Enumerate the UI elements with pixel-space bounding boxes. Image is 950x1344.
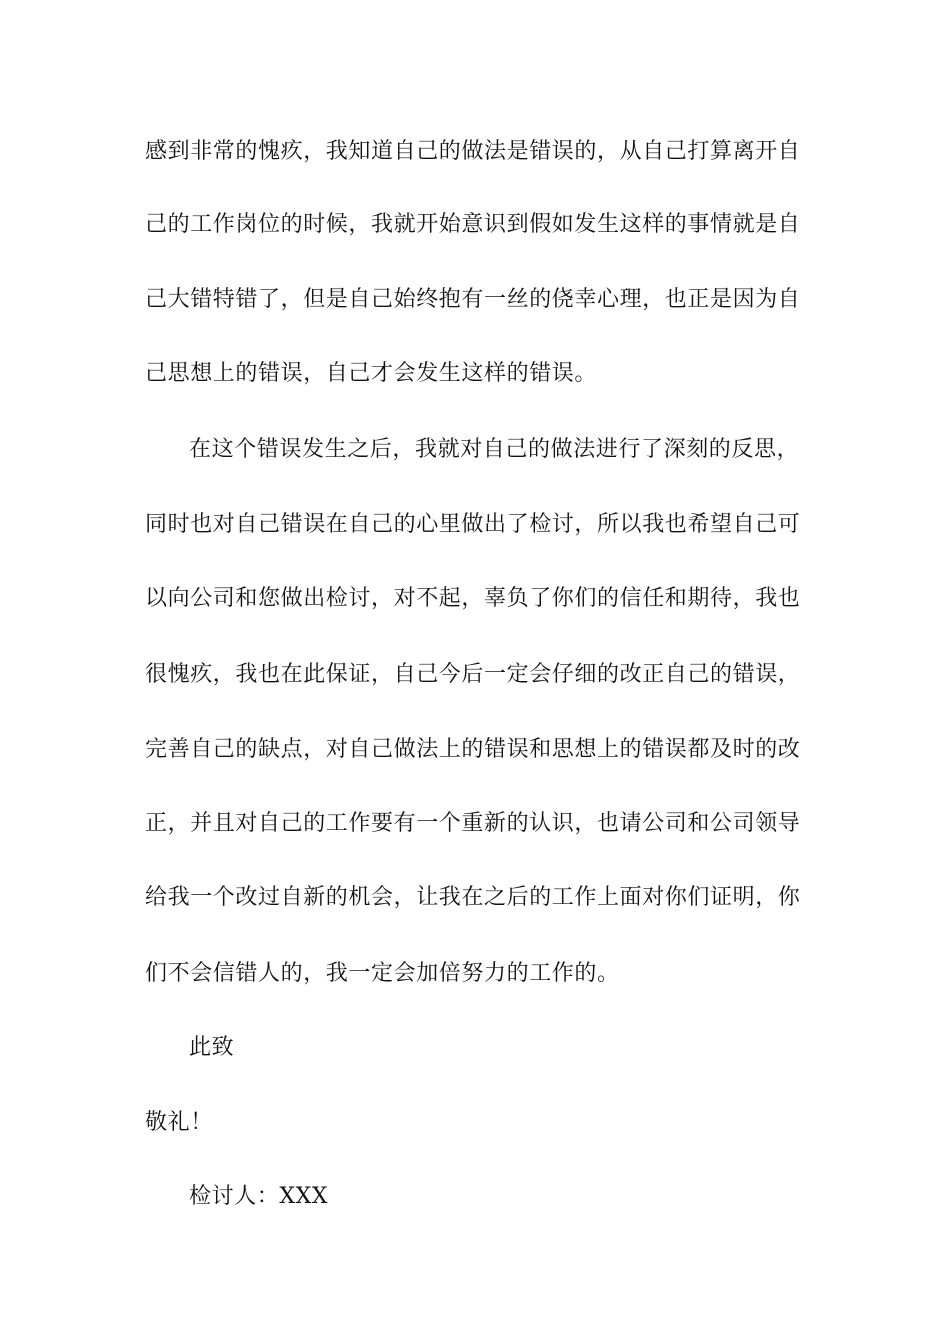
closing-salutation: 此致: [189, 1035, 235, 1060]
text-line: 感到非常的愧疚，我知道自己的做法是错误的，从自己打算离开自: [145, 139, 801, 164]
text-line: 正，并且对自己的工作要有一个重新的认识，也请公司和公司领导: [145, 811, 801, 836]
text-line: 己思想上的错误，自己才会发生这样的错误。: [145, 361, 598, 386]
text-line: 在这个错误发生之后，我就对自己的做法进行了深刻的反思，: [189, 437, 800, 462]
text-line: 很愧疚，我也在此保证，自己今后一定会仔细的改正自己的错误，: [145, 662, 801, 687]
text-line: 同时也对自己错误在自己的心里做出了检讨，所以我也希望自己可: [145, 512, 801, 537]
text-line: 己的工作岗位的时候，我就开始意识到假如发生这样的事情就是自: [145, 212, 801, 237]
signature-line: 检讨人：XXX: [189, 1184, 329, 1209]
text-line: 以向公司和您做出检讨，对不起，辜负了你们的信任和期待，我也: [145, 586, 801, 611]
text-line: 完善自己的缺点，对自己做法上的错误和思想上的错误都及时的改: [145, 737, 801, 762]
text-line: 给我一个改过自新的机会，让我在之后的工作上面对你们证明，你: [145, 885, 801, 910]
text-line: 己大错特错了，但是自己始终抱有一丝的侥幸心理，也正是因为自: [145, 287, 801, 312]
text-line: 们不会信错人的，我一定会加倍努力的工作的。: [145, 961, 620, 986]
closing-regards: 敬礼！: [145, 1110, 213, 1135]
